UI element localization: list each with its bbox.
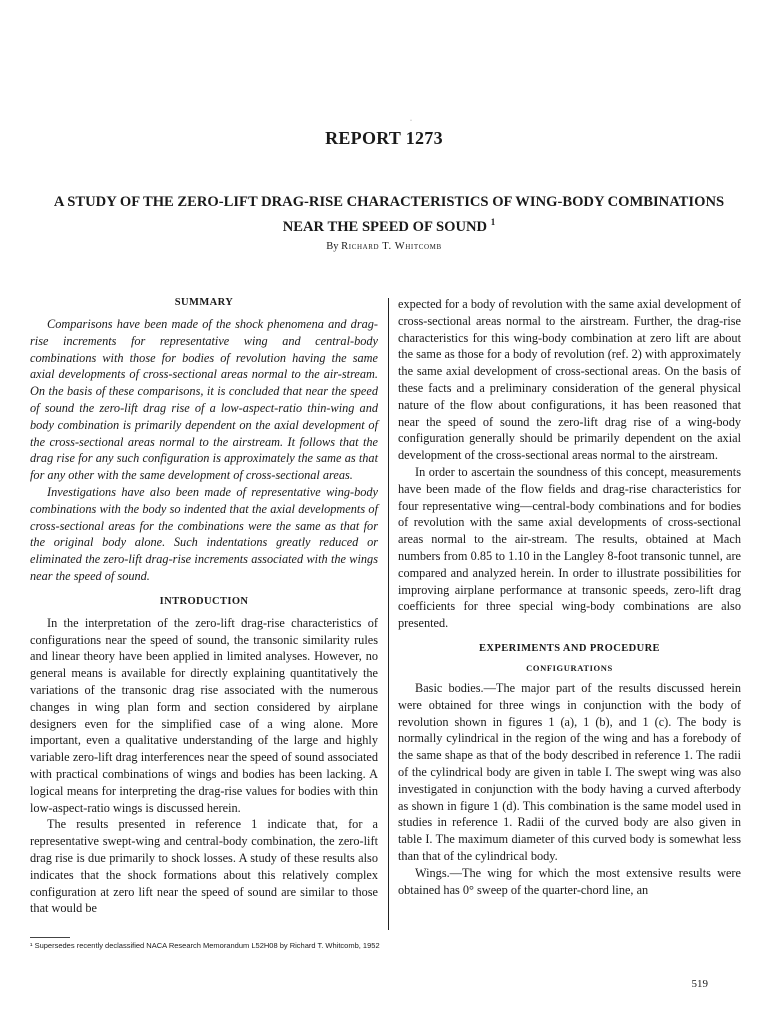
left-column xyxy=(30,296,378,917)
footnote: ¹ Supersedes recently declassified NACA Research Memorandum L52H08 by Richard T. Whitcomb, 1952 xyxy=(30,941,380,950)
column-divider xyxy=(388,298,389,930)
experiments-heading: EXPERIMENTS AND PROCEDURE xyxy=(479,642,660,654)
report-number: REPORT 1273 xyxy=(325,128,443,148)
summary-heading: SUMMARY xyxy=(174,297,234,308)
introduction-heading: INTRODUCTION xyxy=(159,595,249,607)
spacer xyxy=(30,585,378,595)
byline xyxy=(0,241,768,252)
title-line-1: A STUDY OF THE ZERO-LIFT DRAG-RISE CHARACTERISTICS OF WING-BODY COMBINATIONS xyxy=(53,194,725,210)
byline-by: By xyxy=(326,241,339,252)
speck-mark: · xyxy=(410,118,412,124)
wings-paragraph: Wings.—The wing for which the most extensive results were obtained has 0° sweep of the quarter-chord line, an xyxy=(398,865,741,897)
summary-paragraph-1: Comparisons have been made of the shock phenomena and drag-rise increments for representative wing and central-body combinations with those for bodies of revolution having the same axial developments of cross-sectional areas normal to the air-stream. On the basis of these comparisons, it is concluded that near the speed of sound the zero-lift drag rise of a low-aspect-ratio thin-wing and body combination is primarily dependent on the axial development of the cross-sectional areas normal to the airstream. It follows that the drag rise for any such configuration is approximately the same as that for any other with the same development of cross-sectional areas. xyxy=(30,317,378,483)
title-footnote-mark: 1 xyxy=(490,217,496,227)
right-paragraph-continued: expected for a body of revolution with the same axial development of cross-sectional areas normal to the airstream. Further, the drag-rise characteristics for this wing-body combination at zero lift are about the same as those for a body of revolution (ref. 2) with approximately the same axial development of cross-sectional areas. On the basis of these facts and a preliminary consideration of the general physical nature of the flow about configurations, it has been reasoned that near the speed of sound the zero-lift drag rise of a wing-body configuration generally should be primarily dependent on the axial development of the cross-sectional areas normal to the airstream. xyxy=(398,297,741,463)
configurations-subheading: CONFIGURATIONS xyxy=(526,662,613,673)
spacer xyxy=(398,632,741,642)
basic-bodies-paragraph: Basic bodies.—The major part of the results discussed herein were obtained for three wings in conjunction with the body of revolution shown in figures 1 (a), 1 (b), and 1 (c). The body is normally cylindrical in the region of the wing and has a forebody of the same shape as that of the body described in reference 1. The radii of the cylindrical body are given in table I. The swept wing was also investigated in conjunction with the body having a curved afterbody as shown in figure 1 (d). This combination is the same model used in studies in reference 1. Radii of the curved body are also given in table I. The maximum diameter of this curved body is somewhat less than that of the cylindrical body. xyxy=(398,680,741,863)
summary-body xyxy=(30,316,378,585)
summary-paragraph-2: Investigations have also been made of representative wing-body combinations with the body so indented that the axial developments of cross-sectional areas for the combinations were the same as that for the original body alone. Such indentations greatly reduced or eliminated the zero-lift drag-rise increments associated with the wings near the speed of sound. xyxy=(30,484,378,583)
paper-title xyxy=(30,192,748,237)
title-line-2 xyxy=(30,212,748,237)
footnote-rule xyxy=(30,937,70,938)
right-paragraph-2: In order to ascertain the soundness of this concept, measurements have been made of the flow fields and drag-rise characteristics for four representative wing—central-body combinations and for bodies of revolution with the same axial developments of cross-sectional areas normal to the air-stream. The results, obtained at Mach numbers from 0.85 to 1.10 in the Langley 8-foot transonic tunnel, are compared and analyzed herein. In order to illustrate possibilities for improving airplane performance at transonic speeds, zero-lift drag coefficients for three special wing-body combinations are also presented. xyxy=(398,464,741,631)
introduction-paragraph-1: In the interpretation of the zero-lift drag-rise characteristics of configurations near the speed of sound, the transonic similarity rules and linear theory have been applied in limited analyses. However, no general means is available for directly explaining quantitatively the variations of the transonic drag rise associated with the numerous changes in wing plan form and section considered by airplane designers even for the simplified case of a wing alone. More important, even a qualitative understanding of the large and highly variable zero-lift drag interferences near the speed of sound associated with practical combinations of wings and bodies has been lacking. A logical means for interpreting the drag-rise values for bodies with thin low-aspect-ratio wings is discussed herein. xyxy=(30,615,378,815)
title-line-2-text: NEAR THE SPEED OF SOUND xyxy=(282,218,488,235)
introduction-paragraph-2: The results presented in reference 1 indicate that, for a representative swept-wing and central-body combination, the zero-lift drag rise is due primarily to shock losses. A study of these results also indicates that the shock formations about this relatively complex configuration at zero lift near the speed of sound are similar to those that would be xyxy=(30,817,378,916)
right-column xyxy=(398,296,741,898)
page-number: 519 xyxy=(691,978,708,990)
author-name: Richard T. Whitcomb xyxy=(341,241,442,252)
